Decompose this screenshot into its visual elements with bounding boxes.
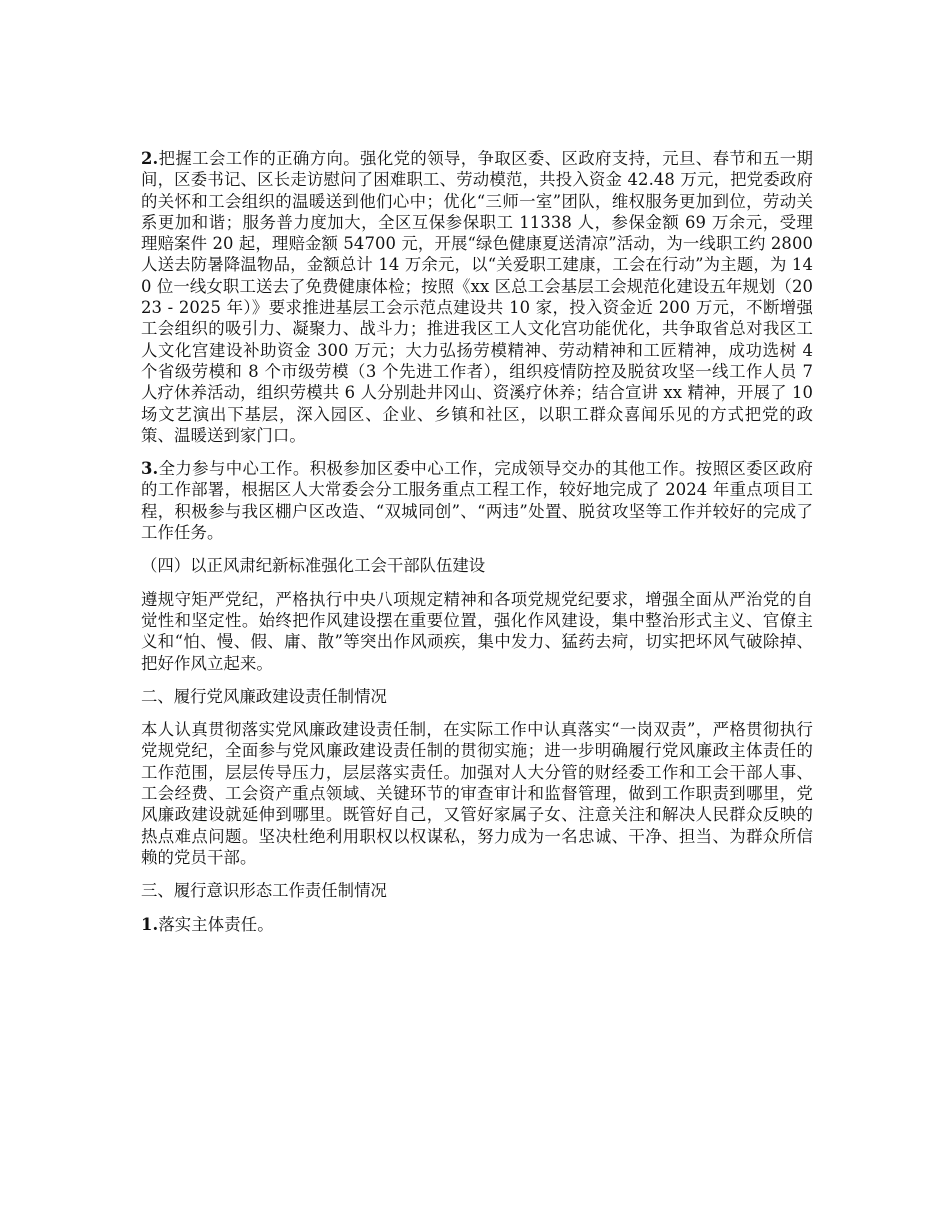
section-heading-ideology: 三、履行意识形态工作责任制情况 [141,881,387,901]
paragraph-text: 落实主体责任。 [158,914,274,934]
section-heading-4: （四）以正风肃纪新标准强化工会干部队伍建设 [141,556,486,576]
section-heading-anti-corruption: 二、履行党风廉政建设责任制情况 [141,686,387,706]
paragraph-number: 1. [141,914,159,934]
paragraph-section-2 [141,148,813,446]
paragraph-text: 全力参与中心工作。积极参加区委中心工作，完成领导交办的其他工作。按照区委区政府的工作部署，根据区人大常委会分工服务重点工程工作，较好地完成了 2024 年重点项目工程，积极参与我区棚户区改造、“双城同创”、“两违”处置、脱贫攻坚等工作并较好的完成了工作任务。 [141,459,813,543]
paragraph-number: 3. [141,459,159,479]
paragraph-anti-corruption: 本人认真贯彻落实党风廉政建设责任制，在实际工作中认真落实“一岗双责”，严格贯彻执行党规党纪，全面参与党风廉政建设责任制的贯彻实施；进一步明确履行党风廉政主体责任的工作范围，层层传导压力，层层落实责任。加强对人大分管的财经委工作和工会干部人事、工会经费、工会资产重点领域、关键环节的审查审计和监督管理，做到工作职责到哪里，党风廉政建设就延伸到哪里。既管好自己，又管好家属子女、注意关注和解决人民群众反映的热点难点问题。坚决杜绝利用职权以权谋私，努力成为一名忠诚、干净、担当、为群众所信赖的党员干部。 [141,720,813,867]
paragraph-text: 把握工会工作的正确方向。强化党的领导，争取区委、区政府支持，元旦、春节和五一期间，区委书记、区长走访慰问了困难职工、劳动模范，共投入资金 42.48 万元，把党委政府的关怀和工会组织的温暖送到他们心中；优化“三师一室”团队，维权服务更加到位，劳动关系更加和谐；服务普力度加大，全区互保参保职工 11338 人，参保金额 69 万余元，受理理赔案件 20 起，理赔金额 54700 元，开展“绿色健康夏送清凉”活动，为一线职工约 2800 人送去防暑降温物品，金额总计 14 万余元，以“关爱职工建康，工会在行动”为主题，为 140 位一线女职工送去了免费健康体检；按照《xx 区总工会基层工会规范化建设五年规划（2023 - 2025 年）》要求推进基层工会示范点建设共 10 家，投入资金近 200 万元，不断增强工会组织的吸引力、凝聚力、战斗力；推进我区工人文化宫功能优化，共争取省总对我区工人文化宫建设补助资金 300 万元；大力弘扬劳模精神、劳动精神和工匠精神，成功选树 4 个省级劳模和 8 个市级劳模（3 个先进工作者），组织疫情防控及脱贫攻坚一线工作人员 7 人疗休养活动，组织劳模共 6 人分别赴井冈山、资溪疗休养；结合宣讲 xx 精神，开展了 10 场文艺演出下基层，深入园区、企业、乡镇和社区，以职工群众喜闻乐见的方式把党的政策、温暖送到家门口。 [141,149,813,445]
paragraph-main-responsibility [141,914,813,935]
document-page [141,148,813,947]
paragraph-number: 2. [141,149,159,168]
paragraph-section-3 [141,458,813,543]
paragraph-discipline: 遵规守矩严党纪，严格执行中央八项规定精神和各项党规党纪要求，增强全面从严治党的自觉性和坚定性。始终把作风建设摆在重要位置，强化作风建设，集中整治形式主义、官僚主义和“怕、慢、假、庸、散”等突出作风顽疾，集中发力、猛药去疴，切实把坏风气破除掉、把好作风立起来。 [141,589,813,673]
